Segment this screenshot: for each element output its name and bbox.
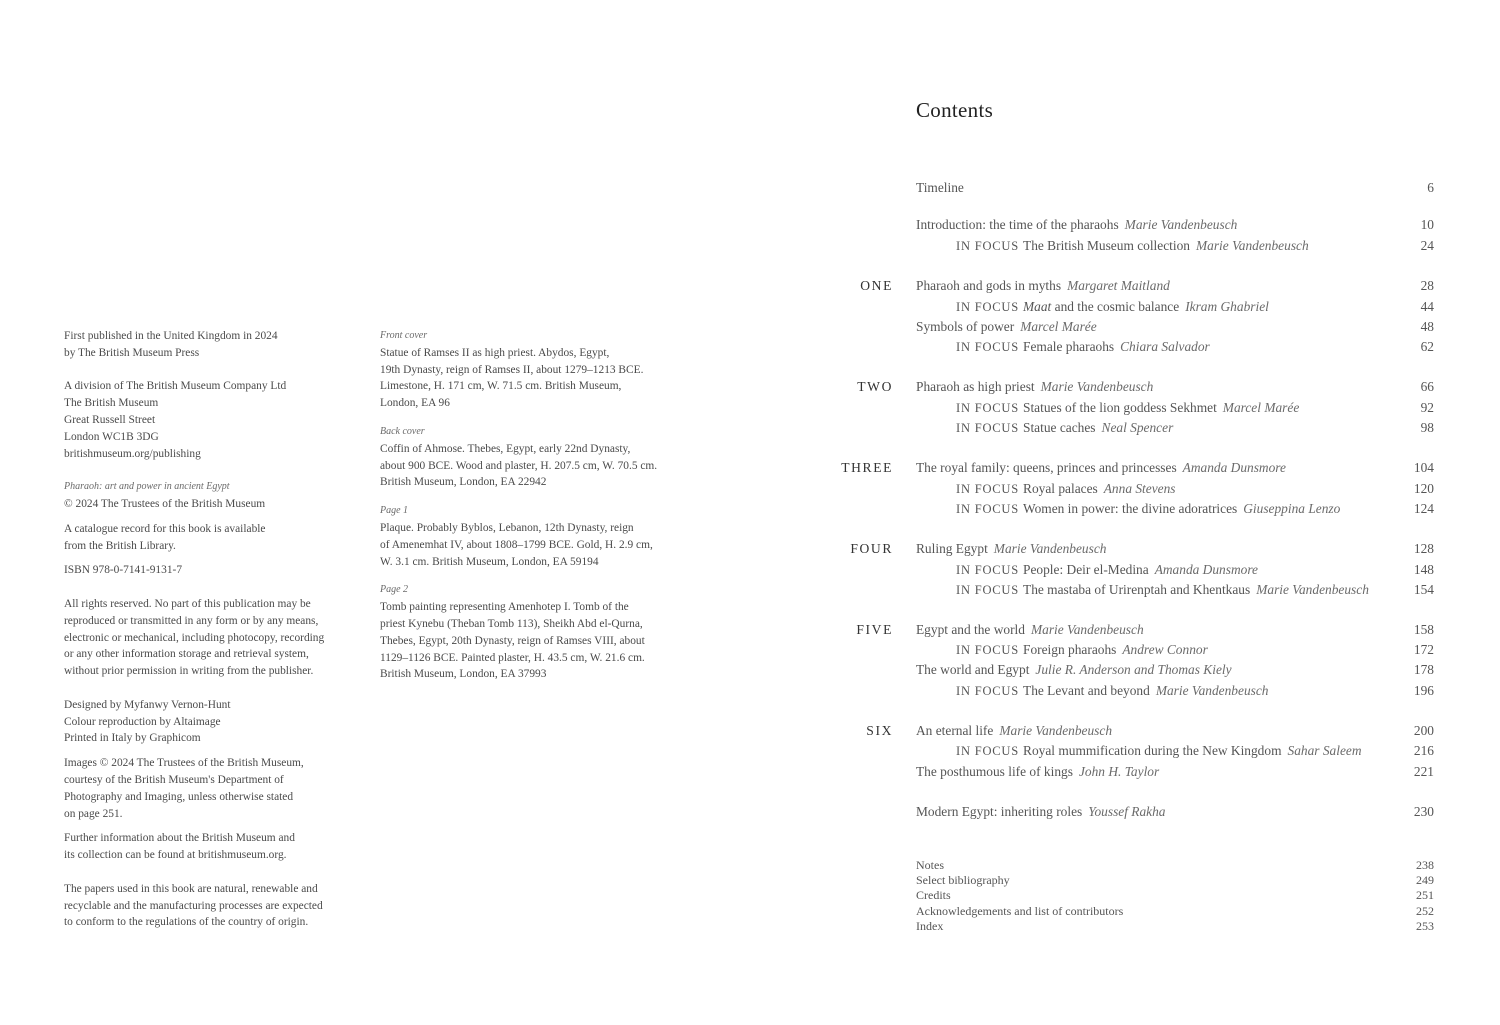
toc-title-text: The mastaba of Urirenptah and Khentkaus (1023, 582, 1251, 597)
toc-entry[interactable] (838, 458, 1434, 478)
toc-title-text: Royal mummification during the New Kingdom (1023, 743, 1282, 758)
caption-line: W. 3.1 cm. British Museum, London, EA 59194 (380, 555, 599, 568)
imprint-line: A division of The British Museum Company Ltd (64, 380, 287, 393)
back-matter-entry[interactable] (916, 858, 1434, 873)
isbn: ISBN 978-0-7141-9131-7 (64, 564, 183, 577)
toc-title-text: Royal palaces (1023, 481, 1098, 496)
toc-author: Marie Vandenbeusch (1196, 238, 1309, 253)
toc-title-text: Pharaoh and gods in myths (916, 278, 1062, 293)
imprint-line: reproduced or transmitted in any form or by any means, (64, 614, 319, 627)
toc-author: Marie Vandenbeusch (1124, 217, 1238, 232)
toc-author: Marie Vandenbeusch (1030, 622, 1144, 637)
toc-focus-entry[interactable] (838, 479, 1434, 499)
chapter-number: ONE (860, 278, 893, 293)
toc-author: Marie Vandenbeusch (1155, 683, 1269, 698)
back-matter-page: 249 (1416, 873, 1434, 888)
toc-author: Sahar Saleem (1287, 743, 1362, 758)
toc-title-text: Symbols of power (916, 319, 1015, 334)
imprint-line: its collection can be found at britishmuseum.org. (64, 849, 287, 862)
toc-entry[interactable] (838, 620, 1434, 640)
toc-title-text: Statues of the lion goddess Sekhmet (1023, 400, 1217, 415)
publisher-address (64, 378, 364, 462)
back-matter-entry[interactable] (916, 888, 1434, 903)
caption-label: Page 1 (380, 505, 409, 517)
toc-title-text: Ruling Egypt (916, 541, 988, 556)
chapter-number: FOUR (850, 541, 893, 556)
catalogue-record (64, 521, 364, 555)
further-information (64, 830, 364, 864)
toc-author: John H. Taylor (1078, 764, 1160, 779)
caption-line: Limestone, H. 171 cm, W. 71.5 cm. British Museum, (380, 380, 622, 393)
toc-page-number: 158 (1413, 622, 1434, 637)
toc-entry[interactable] (838, 317, 1434, 337)
imprint-line: First published in the United Kingdom in 2024 (64, 330, 278, 342)
toc-focus-entry[interactable] (838, 741, 1434, 761)
toc-page-number: 148 (1413, 562, 1434, 577)
toc-page-number: 178 (1413, 662, 1434, 677)
imprint-line: Great Russell Street (64, 413, 156, 426)
caption-page-1 (380, 503, 680, 570)
toc-author: Ikram Ghabriel (1185, 299, 1269, 314)
caption-line: about 900 BCE. Wood and plaster, H. 207.5 cm, W. 70.5 cm. (380, 459, 658, 472)
caption-line: Coffin of Ahmose. Thebes, Egypt, early 22nd Dynasty, (380, 442, 631, 455)
toc-focus-entry[interactable] (838, 236, 1434, 256)
toc-focus-entry[interactable] (838, 560, 1434, 580)
toc-title (956, 560, 1258, 580)
back-matter-title: Notes (916, 858, 944, 872)
imprint-line: A catalogue record for this book is available (64, 522, 266, 535)
copyright-block (64, 479, 364, 513)
toc-title-text: An eternal life (916, 723, 994, 738)
caption-label: Back cover (380, 425, 425, 437)
imprint-line: Photography and Imaging, unless otherwise stated (64, 790, 294, 803)
toc-title (956, 640, 1208, 660)
toc-title-text: Statue caches (1023, 420, 1096, 435)
in-focus-tag: IN FOCUS (956, 684, 1020, 698)
imprint-line: Further information about the British Museum and (64, 832, 295, 845)
toc-focus-entry[interactable] (838, 418, 1434, 438)
toc-focus-entry[interactable] (838, 681, 1434, 701)
imprint-line: or any other information storage and retrieval system, (64, 648, 309, 661)
caption-line: priest Kynebu (Theban Tomb 113), Sheikh Abd el-Qurna, (380, 617, 643, 630)
toc-page-number: 28 (1420, 278, 1434, 293)
toc-entry[interactable] (838, 721, 1434, 741)
imprint-line: on page 251. (64, 807, 123, 820)
in-focus-tag: IN FOCUS (956, 502, 1020, 516)
toc-entry[interactable] (838, 276, 1434, 296)
toc-title (956, 681, 1269, 701)
caption-line: Thebes, Egypt, 20th Dynasty, reign of Ramses VIII, about (380, 634, 645, 647)
toc-author: Giuseppina Lenzo (1243, 501, 1341, 516)
toc-title (956, 479, 1176, 499)
toc-title (956, 337, 1210, 357)
toc-page-number: 44 (1420, 299, 1434, 314)
toc-author: Amanda Dunsmore (1182, 460, 1286, 475)
toc-entry[interactable] (838, 660, 1434, 680)
toc-author: Marie Vandenbeusch (999, 723, 1113, 738)
imprint-line: Printed in Italy by Graphicom (64, 732, 201, 745)
toc-title-text: The Levant and beyond (1023, 683, 1150, 698)
toc-focus-entry[interactable] (838, 640, 1434, 660)
imprint-line: The papers used in this book are natural, renewable and (64, 882, 318, 895)
toc-page-number: 6 (1427, 180, 1434, 195)
toc-entry[interactable] (838, 178, 1434, 198)
toc-title (916, 660, 1232, 680)
imprint-line: London WC1B 3DG (64, 430, 159, 443)
toc-title (916, 539, 1106, 559)
caption-line: of Amenemhat IV, about 1808–1799 BCE. Gold, H. 2.9 cm, (380, 538, 653, 551)
toc-entry[interactable] (838, 802, 1434, 822)
toc-author: Marie Vandenbeusch (1256, 582, 1369, 597)
toc-title (916, 317, 1097, 337)
imprint-line: by The British Museum Press (64, 346, 200, 359)
toc-title (956, 499, 1340, 519)
in-focus-tag: IN FOCUS (956, 563, 1020, 577)
toc-page-number: 10 (1420, 217, 1434, 232)
in-focus-tag: IN FOCUS (956, 583, 1020, 597)
toc-page-number: 128 (1413, 541, 1434, 556)
toc-page-number: 216 (1413, 743, 1434, 758)
imprint-column (64, 328, 364, 931)
caption-line: 19th Dynasty, reign of Ramses II, about 1279–1213 BCE. (380, 363, 644, 376)
back-matter-page: 253 (1416, 918, 1434, 933)
toc-title-text: People: Deir el-Medina (1023, 562, 1149, 577)
caption-front-cover (380, 328, 680, 412)
toc-entry[interactable] (838, 377, 1434, 397)
toc-focus-entry[interactable] (838, 398, 1434, 418)
caption-label: Page 2 (380, 584, 409, 596)
toc-page-number: 172 (1413, 642, 1434, 657)
toc-page-number: 98 (1420, 420, 1434, 435)
copyright-line: © 2024 The Trustees of the British Museum (64, 497, 266, 510)
in-focus-tag: IN FOCUS (956, 482, 1020, 496)
in-focus-tag: IN FOCUS (956, 421, 1020, 435)
toc-focus-entry[interactable] (838, 580, 1434, 600)
imprint-line: Colour reproduction by Altaimage (64, 715, 221, 728)
first-published (64, 328, 364, 362)
contents-title: Contents (916, 98, 994, 122)
toc-title (956, 741, 1362, 761)
toc-author: Chiara Salvador (1120, 339, 1210, 354)
in-focus-tag: IN FOCUS (956, 239, 1020, 253)
imprint-line: electronic or mechanical, including photocopy, recording (64, 631, 325, 644)
rights-notice (64, 596, 364, 680)
imprint-line: recyclable and the manufacturing processes are expected (64, 899, 323, 912)
imprint-line: without prior permission in writing from the publisher. (64, 665, 314, 678)
toc-page-number: 200 (1413, 723, 1434, 738)
toc-title-italic: Maat (1023, 299, 1052, 314)
toc-author: Margaret Maitland (1067, 278, 1170, 293)
in-focus-tag: IN FOCUS (956, 401, 1020, 415)
toc-focus-entry[interactable] (838, 499, 1434, 519)
caption-page-2 (380, 582, 680, 683)
toc-title (916, 620, 1144, 640)
caption-line: Statue of Ramses II as high priest. Abydos, Egypt, (380, 346, 610, 359)
toc-title (916, 721, 1112, 741)
toc-title-text: The posthumous life of kings (916, 764, 1073, 779)
toc-title-text: The British Museum collection (1023, 238, 1190, 253)
toc-title (916, 276, 1170, 296)
in-focus-tag: IN FOCUS (956, 300, 1020, 314)
chapter-number: THREE (841, 460, 893, 475)
imprint-line: from the British Library. (64, 539, 176, 552)
caption-line: British Museum, London, EA 22942 (380, 476, 547, 489)
toc-entry[interactable] (838, 762, 1434, 782)
toc-focus-entry[interactable] (838, 337, 1434, 357)
chapter-number: SIX (866, 723, 893, 738)
imprint-line: Images © 2024 The Trustees of the British Museum, (64, 757, 304, 770)
toc-page-number: 48 (1420, 319, 1434, 334)
imprint-line: courtesy of the British Museum's Department of (64, 773, 284, 786)
caption-line: Plaque. Probably Byblos, Lebanon, 12th Dynasty, reign (380, 521, 634, 534)
caption-line: London, EA 96 (380, 397, 450, 410)
toc-author: Marie Vandenbeusch (1040, 379, 1154, 394)
toc-page-number: 120 (1413, 481, 1434, 496)
caption-line: British Museum, London, EA 37993 (380, 668, 547, 681)
imprint-line: Designed by Myfanwy Vernon-Hunt (64, 698, 231, 711)
toc-page-number: 154 (1413, 582, 1434, 597)
toc-page-number: 92 (1420, 400, 1434, 415)
toc-title (916, 215, 1237, 235)
caption-line: Tomb painting representing Amenhotep I. Tomb of the (380, 601, 629, 614)
back-matter-entry[interactable] (916, 873, 1434, 888)
back-matter-entry[interactable] (916, 904, 1434, 919)
toc-title-text: Egypt and the world (916, 622, 1025, 637)
back-matter-title: Acknowledgements and list of contributors (916, 903, 1124, 918)
caption-line: 1129–1126 BCE. Painted plaster, H. 43.5 cm, W. 21.6 cm. (380, 651, 645, 664)
chapter-number: FIVE (856, 622, 893, 637)
toc-title (956, 580, 1369, 600)
toc-page-number: 66 (1420, 379, 1434, 394)
toc-page-number: 104 (1413, 460, 1434, 475)
imprint-line: The British Museum (64, 397, 159, 410)
in-focus-tag: IN FOCUS (956, 340, 1020, 354)
toc-title (916, 377, 1153, 397)
toc-title (956, 418, 1173, 438)
papers-notice (64, 881, 364, 931)
toc-title (956, 236, 1309, 256)
toc-title-text: Female pharaohs (1023, 339, 1115, 354)
toc-author: Marcel Marée (1020, 319, 1097, 334)
toc-title (916, 802, 1166, 822)
production-credits (64, 697, 364, 747)
toc-title (956, 398, 1299, 418)
toc-title-text: The royal family: queens, princes and princesses (916, 460, 1177, 475)
back-matter-page: 251 (1416, 888, 1434, 903)
toc-title (916, 762, 1159, 782)
toc-title-text: Pharaoh as high priest (916, 379, 1035, 394)
toc-author: Andrew Connor (1122, 642, 1208, 657)
images-credit (64, 755, 364, 822)
toc-focus-entry[interactable] (838, 297, 1434, 317)
toc-author: Amanda Dunsmore (1154, 562, 1258, 577)
toc-title-text: Timeline (916, 180, 964, 195)
toc-page-number: 124 (1413, 501, 1434, 516)
back-matter-page: 238 (1416, 858, 1434, 872)
imprint-line: to conform to the regulations of the country of origin. (64, 916, 309, 929)
toc-title-text: Modern Egypt: inheriting roles (916, 804, 1083, 819)
toc-title (916, 178, 964, 198)
back-matter-title: Credits (916, 888, 951, 903)
caption-back-cover (380, 424, 680, 491)
chapter-number: TWO (857, 379, 893, 394)
back-matter-page: 252 (1416, 903, 1434, 918)
toc-title (956, 297, 1269, 317)
back-matter-list (916, 858, 1434, 934)
book-title: Pharaoh: art and power in ancient Egypt (64, 481, 230, 493)
in-focus-tag: IN FOCUS (956, 643, 1020, 657)
back-matter-title: Select bibliography (916, 873, 1010, 888)
toc-entry[interactable] (838, 539, 1434, 559)
toc-author: Marcel Marée (1222, 400, 1300, 415)
back-matter-entry[interactable] (916, 919, 1434, 934)
toc-author: Julie R. Anderson and Thomas Kiely (1035, 662, 1232, 677)
toc-entry[interactable] (838, 215, 1434, 235)
toc-page-number: 62 (1420, 339, 1434, 354)
captions-column (380, 328, 680, 683)
in-focus-tag: IN FOCUS (956, 744, 1020, 758)
toc-author: Neal Spencer (1101, 420, 1174, 435)
toc-title-text: The world and Egypt (916, 662, 1030, 677)
toc-title-text: Foreign pharaohs (1023, 642, 1117, 657)
toc-author: Marie Vandenbeusch (993, 541, 1107, 556)
toc-page-number: 196 (1413, 683, 1434, 698)
imprint-line: All rights reserved. No part of this publication may be (64, 597, 311, 610)
toc-page-number: 221 (1413, 764, 1434, 779)
back-matter-title: Index (916, 918, 944, 933)
toc-author: Anna Stevens (1103, 481, 1176, 496)
publisher-website: britishmuseum.org/publishing (64, 447, 201, 460)
toc-page-number: 24 (1420, 238, 1434, 253)
toc-page-number: 230 (1413, 804, 1434, 819)
toc-title-text: and the cosmic balance (1051, 299, 1180, 314)
toc-title (916, 458, 1286, 478)
caption-label: Front cover (380, 330, 428, 341)
toc-author: Youssef Rakha (1088, 804, 1166, 819)
toc-title-text: Introduction: the time of the pharaohs (916, 217, 1119, 232)
toc-title-text: Women in power: the divine adoratrices (1023, 501, 1238, 516)
